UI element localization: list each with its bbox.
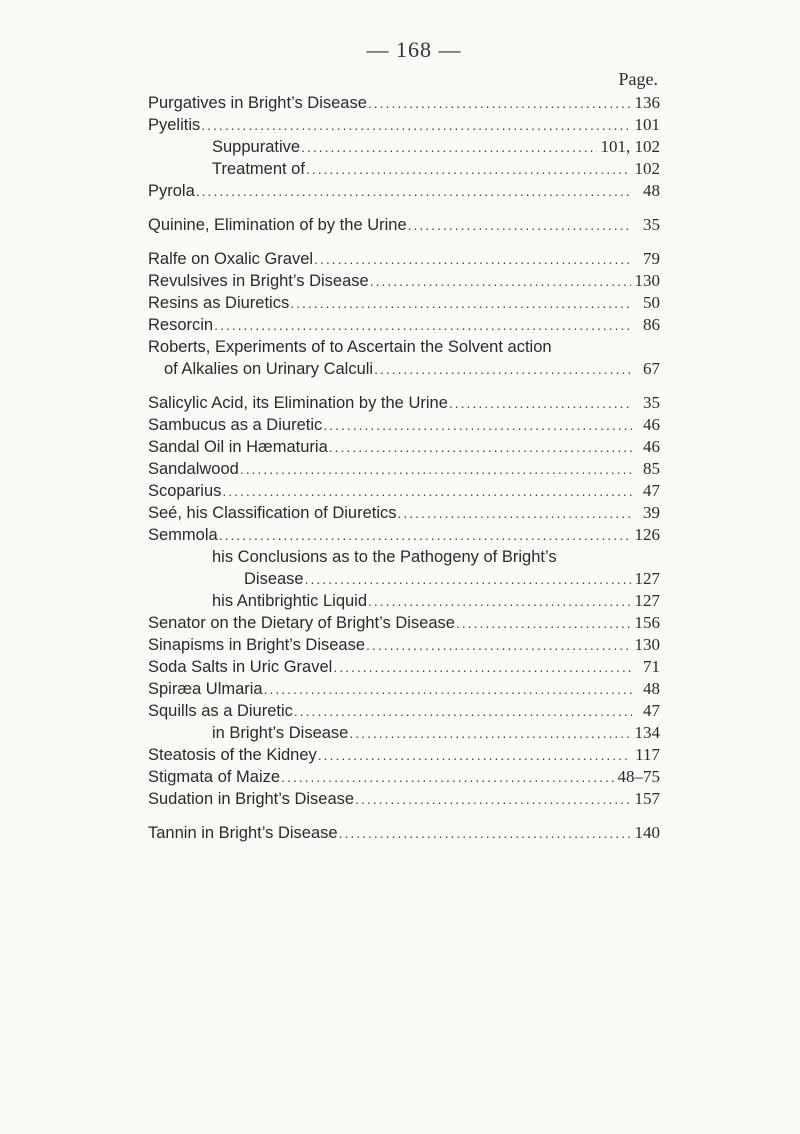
entry-pages: 85	[643, 459, 660, 478]
entry-pages: 156	[634, 613, 660, 632]
entry-label: Sudation in Bright’s Disease	[148, 790, 355, 808]
entry-label: Squills as a Diuretic	[148, 702, 293, 720]
index-subentry-continuation	[148, 568, 660, 590]
entry-pages: 127	[634, 569, 660, 588]
entry-label: Semmola	[148, 526, 218, 544]
entry-pages: 126	[634, 525, 660, 544]
entry-label: Steatosis of the Kidney	[148, 746, 317, 764]
dot-leader	[456, 612, 631, 634]
index-subentry	[148, 546, 660, 568]
index-entry	[148, 114, 660, 136]
entry-label: Revulsives in Bright’s Disease	[148, 272, 369, 290]
entry-pages: 35	[643, 215, 660, 234]
entry-pages: 101	[634, 115, 660, 134]
index-entry	[148, 634, 660, 656]
index-entry	[148, 270, 660, 292]
entry-pages: 71	[643, 657, 660, 676]
index-entry	[148, 314, 660, 336]
index-entry	[148, 180, 660, 202]
entry-pages: 101, 102	[600, 137, 660, 156]
index-entry	[148, 656, 660, 678]
dot-leader	[240, 458, 632, 480]
entry-label: Pyrola	[148, 182, 195, 200]
entry-label: in Bright’s Disease	[212, 724, 349, 742]
entry-label: Resins as Diuretics	[148, 294, 290, 312]
index-entry	[148, 436, 660, 458]
index-page	[148, 34, 660, 844]
entry-label: Tannin in Bright’s Disease	[148, 824, 338, 842]
entry-label: Quinine, Elimination of by the Urine	[148, 216, 407, 234]
entry-label: Purgatives in Bright’s Disease	[148, 94, 367, 112]
entry-label: Resorcin	[148, 316, 214, 334]
index-entry	[148, 414, 660, 436]
entry-label: Treatment of	[212, 160, 305, 178]
dot-leader	[305, 568, 631, 590]
entry-label: Spiræa Ulmaria	[148, 680, 263, 698]
entry-label: of Alkalies on Urinary Calculi	[164, 360, 374, 378]
index-subentry	[148, 136, 660, 158]
entry-pages: 35	[643, 393, 660, 412]
dot-leader	[201, 114, 630, 136]
index-entry	[148, 214, 660, 236]
entry-label: Scoparius	[148, 482, 222, 500]
entry-pages: 127	[634, 591, 660, 610]
dot-leader	[374, 358, 632, 380]
index-entry	[148, 700, 660, 722]
index-entry	[148, 336, 660, 358]
index-entry	[148, 480, 660, 502]
index-subentry	[148, 722, 660, 744]
index-entry	[148, 788, 660, 810]
page-number: — 168 —	[366, 37, 462, 62]
entry-pages: 46	[643, 437, 660, 456]
index-entry-continuation	[148, 358, 660, 380]
entry-label: Salicylic Acid, its Elimination by the Urine	[148, 394, 448, 412]
entry-pages: 39	[643, 503, 660, 522]
entry-pages: 48	[643, 181, 660, 200]
entry-label: Sandal Oil in Hæmaturia	[148, 438, 328, 456]
entry-pages: 130	[634, 635, 660, 654]
index-subentry	[148, 158, 660, 180]
dot-leader	[329, 436, 632, 458]
entry-label: Sinapisms in Bright’s Disease	[148, 636, 366, 654]
index-entry	[148, 524, 660, 546]
index-entry	[148, 612, 660, 634]
dot-leader	[333, 656, 632, 678]
dot-leader	[370, 270, 631, 292]
dot-leader	[294, 700, 632, 722]
entry-pages: 48–75	[617, 767, 660, 786]
entry-label: Ralfe on Oxalic Gravel	[148, 250, 314, 268]
index-subentry	[148, 590, 660, 612]
dot-leader	[449, 392, 632, 414]
index-entry	[148, 248, 660, 270]
entry-label: Sandalwood	[148, 460, 239, 478]
entry-label: Sambucus as a Diuretic	[148, 416, 323, 434]
entry-pages: 117	[635, 745, 660, 764]
entry-pages: 50	[643, 293, 660, 312]
dot-leader	[355, 788, 630, 810]
dot-leader	[301, 136, 596, 158]
index-entry	[148, 822, 660, 844]
index-entry	[148, 292, 660, 314]
dot-leader	[306, 158, 631, 180]
entry-pages: 79	[643, 249, 660, 268]
entry-pages: 46	[643, 415, 660, 434]
dot-leader	[408, 214, 632, 236]
entry-pages: 47	[643, 481, 660, 500]
dot-leader	[264, 678, 632, 700]
dot-leader	[366, 634, 630, 656]
index-entry	[148, 92, 660, 114]
dot-leader	[398, 502, 632, 524]
dot-leader	[281, 766, 613, 788]
column-heading: Page.	[618, 69, 658, 89]
dot-leader	[290, 292, 632, 314]
index-entry	[148, 766, 660, 788]
dot-leader	[219, 524, 631, 546]
entry-pages: 67	[643, 359, 660, 378]
entry-pages: 102	[634, 159, 660, 178]
dot-leader	[314, 248, 632, 270]
entry-pages: 140	[634, 823, 660, 842]
dot-leader	[318, 744, 631, 766]
entry-label: Roberts, Experiments of to Ascertain the Solvent action	[148, 338, 552, 356]
dot-leader	[349, 722, 630, 744]
dot-leader	[323, 414, 632, 436]
entry-pages: 134	[634, 723, 660, 742]
index-entry	[148, 678, 660, 700]
entry-label: his Antibrightic Liquid	[212, 592, 368, 610]
entry-label: Senator on the Dietary of Bright’s Disease	[148, 614, 455, 632]
dot-leader	[196, 180, 632, 202]
entry-label: Pyelitis	[148, 116, 201, 134]
entry-label: Disease	[244, 570, 304, 588]
entry-label: Soda Salts in Uric Gravel	[148, 658, 333, 676]
dot-leader	[368, 92, 631, 114]
dot-leader	[222, 480, 632, 502]
entry-label: Suppurative	[212, 138, 301, 156]
entry-pages: 86	[643, 315, 660, 334]
dot-leader	[214, 314, 632, 336]
entry-pages: 48	[643, 679, 660, 698]
entry-label: Seé, his Classification of Diuretics	[148, 504, 397, 522]
entry-pages: 157	[634, 789, 660, 808]
entry-label: Stigmata of Maize	[148, 768, 281, 786]
index-entry	[148, 458, 660, 480]
entry-pages: 130	[634, 271, 660, 290]
index-entry	[148, 392, 660, 414]
dot-leader	[339, 822, 631, 844]
index-entry	[148, 502, 660, 524]
entry-label: his Conclusions as to the Pathogeny of Bright’s	[212, 548, 557, 566]
entry-pages: 136	[634, 93, 660, 112]
entry-pages: 47	[643, 701, 660, 720]
index-entry	[148, 744, 660, 766]
dot-leader	[368, 590, 630, 612]
